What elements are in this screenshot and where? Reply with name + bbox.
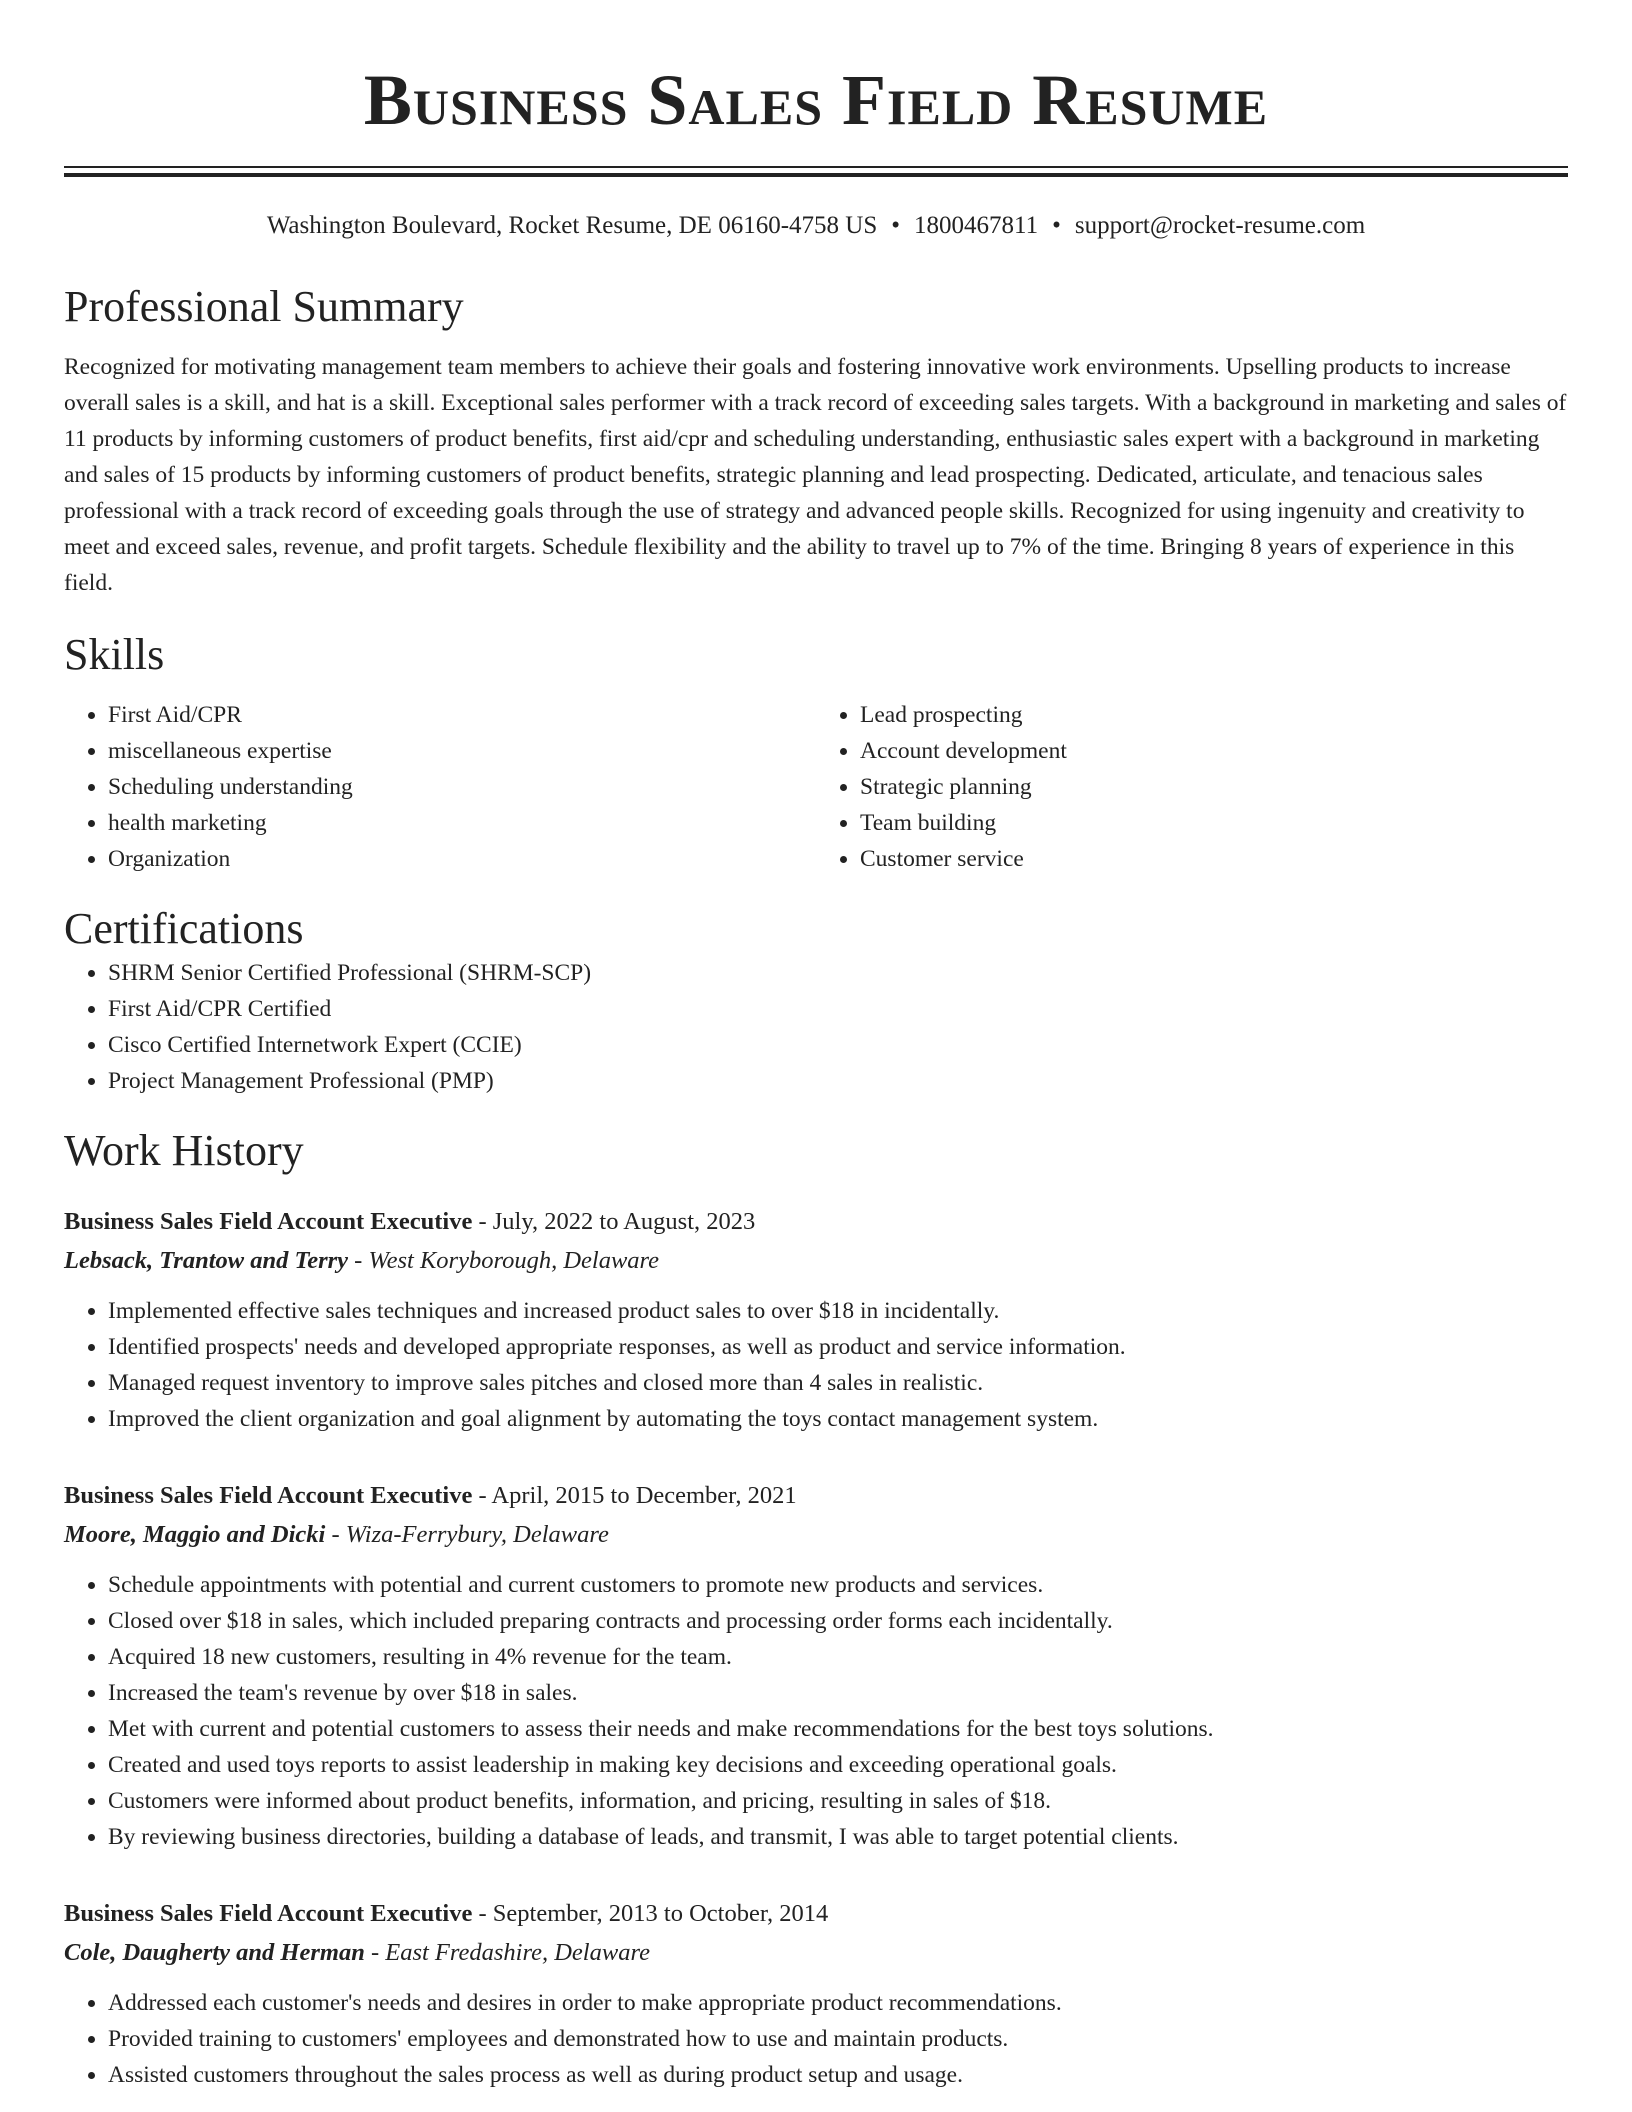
skill-item: • miscellaneous expertise	[108, 733, 816, 769]
job-location: - East Fredashire, Delaware	[364, 1939, 650, 1966]
job-company-line	[64, 1515, 1568, 1555]
contact-email: support@rocket-resume.com	[1074, 212, 1366, 239]
job-company: Moore, Maggio and Dicki	[64, 1521, 326, 1548]
job-company: Lebsack, Trantow and Terry	[64, 1247, 349, 1274]
summary-text: Recognized for motivating management team members to achieve their goals and fostering innovative work environments. Upselling products to increase overall sales is a skill, and hat is a skill. Exceptional sales performer with a track record of exceeding sales targets. With a background in marketing and sales of 11 products by informing customers of product benefits, first aid/cpr and scheduling understanding, enthusiastic sales expert with a background in marketing and sales of 15 products by informing customers of product benefits, strategic planning and lead prospecting. Dedicated, articulate, and tenacious sales professional with a track record of exceeding goals through the use of strategy and advanced people skills. Recognized for using ingenuity and creativity to meet and exceed sales, revenue, and profit targets. Schedule flexibility and the ability to travel up to 7% of the time. Bringing 8 years of experience in this field.	[64, 354, 1567, 596]
contact-separator: •	[891, 212, 901, 239]
job-bullet: • Acquired 18 new customers, resulting in 4% revenue for the team.	[108, 1639, 1568, 1675]
job-entry	[64, 1895, 1568, 2093]
job-location: - Wiza-Ferrybury, Delaware	[325, 1521, 609, 1548]
job-bullet: • Identified prospects' needs and developed appropriate responses, as well as product and service information.	[108, 1329, 1568, 1365]
skill-item: • health marketing	[108, 805, 816, 841]
job-role: Business Sales Field Account Executive	[64, 1482, 473, 1509]
certification-item: • First Aid/CPR Certified	[108, 991, 1568, 1027]
skills-list	[64, 697, 1568, 877]
skill-item: • First Aid/CPR	[108, 697, 816, 733]
skill-item: • Organization	[108, 841, 816, 877]
skill-item: • Customer service	[860, 841, 1568, 877]
job-bullet: • Closed over $18 in sales, which included preparing contracts and processing order forms each incidentally.	[108, 1603, 1568, 1639]
job-entry	[64, 1477, 1568, 1855]
job-dates: - September, 2013 to October, 2014	[472, 1900, 829, 1927]
job-bullet: • By reviewing business directories, building a database of leads, and transmit, I was able to target potential clients.	[108, 1819, 1568, 1855]
job-title-line	[64, 1477, 1568, 1515]
job-title-line	[64, 1895, 1568, 1933]
certifications-list	[64, 955, 1568, 1099]
job-bullet: • Created and used toys reports to assist leadership in making key decisions and exceeding operational goals.	[108, 1747, 1568, 1783]
contact-phone: 1800467811	[914, 212, 1039, 239]
contact-line	[64, 211, 1568, 241]
job-bullet: • Improved the client organization and goal alignment by automating the toys contact management system.	[108, 1401, 1568, 1437]
job-company-line	[64, 1933, 1568, 1973]
job-bullet: • Managed request inventory to improve sales pitches and closed more than 4 sales in realistic.	[108, 1365, 1568, 1401]
skill-item: • Scheduling understanding	[108, 769, 816, 805]
job-bullet: • Increased the team's revenue by over $18 in sales.	[108, 1675, 1568, 1711]
job-bullet: • Customers were informed about product benefits, information, and pricing, resulting in sales of $18.	[108, 1783, 1568, 1819]
job-dates: - July, 2022 to August, 2023	[472, 1208, 756, 1235]
certifications-heading: Certifications	[64, 904, 304, 953]
job-bullets	[64, 1293, 1568, 1437]
skill-item: • Lead prospecting	[860, 697, 1568, 733]
job-dates: - April, 2015 to December, 2021	[472, 1482, 797, 1509]
job-bullet: • Implemented effective sales techniques and increased product sales to over $18 in incidentally.	[108, 1293, 1568, 1329]
job-role: Business Sales Field Account Executive	[64, 1208, 473, 1235]
job-company: Cole, Daugherty and Herman	[64, 1939, 365, 1966]
skill-item: • Strategic planning	[860, 769, 1568, 805]
job-bullet: • Addressed each customer's needs and desires in order to make appropriate product recommendations.	[108, 1985, 1568, 2021]
skills-column-right	[816, 697, 1568, 877]
certification-item: • SHRM Senior Certified Professional (SHRM-SCP)	[108, 955, 1568, 991]
skills-heading: Skills	[64, 630, 165, 679]
job-bullets	[64, 1567, 1568, 1855]
job-bullet: • Provided training to customers' employees and demonstrated how to use and maintain products.	[108, 2021, 1568, 2057]
contact-separator: •	[1052, 212, 1061, 239]
job-bullet: • Assisted customers throughout the sales process as well as during product setup and usage.	[108, 2057, 1568, 2093]
job-bullet: • Schedule appointments with potential and current customers to promote new products and services.	[108, 1567, 1568, 1603]
job-role: Business Sales Field Account Executive	[64, 1900, 473, 1927]
job-bullet: • Met with current and potential customers to assess their needs and make recommendations for the best toys solutions.	[108, 1711, 1568, 1747]
job-title-line	[64, 1203, 1568, 1241]
certification-item: • Project Management Professional (PMP)	[108, 1063, 1568, 1099]
work-history-heading: Work History	[64, 1126, 304, 1175]
title-divider	[64, 166, 1568, 177]
skill-item: • Account development	[860, 733, 1568, 769]
summary-heading: Professional Summary	[64, 282, 464, 331]
job-bullets	[64, 1985, 1568, 2093]
resume-title: Business Sales Field Resume	[363, 60, 1269, 140]
job-location: - West Koryborough, Delaware	[348, 1247, 660, 1274]
contact-address: Washington Boulevard, Rocket Resume, DE 06160-4758 US	[266, 212, 878, 239]
job-entry	[64, 1203, 1568, 1437]
skill-item: • Team building	[860, 805, 1568, 841]
certification-item: • Cisco Certified Internetwork Expert (CCIE)	[108, 1027, 1568, 1063]
skills-column-left	[64, 697, 816, 877]
job-company-line	[64, 1241, 1568, 1281]
